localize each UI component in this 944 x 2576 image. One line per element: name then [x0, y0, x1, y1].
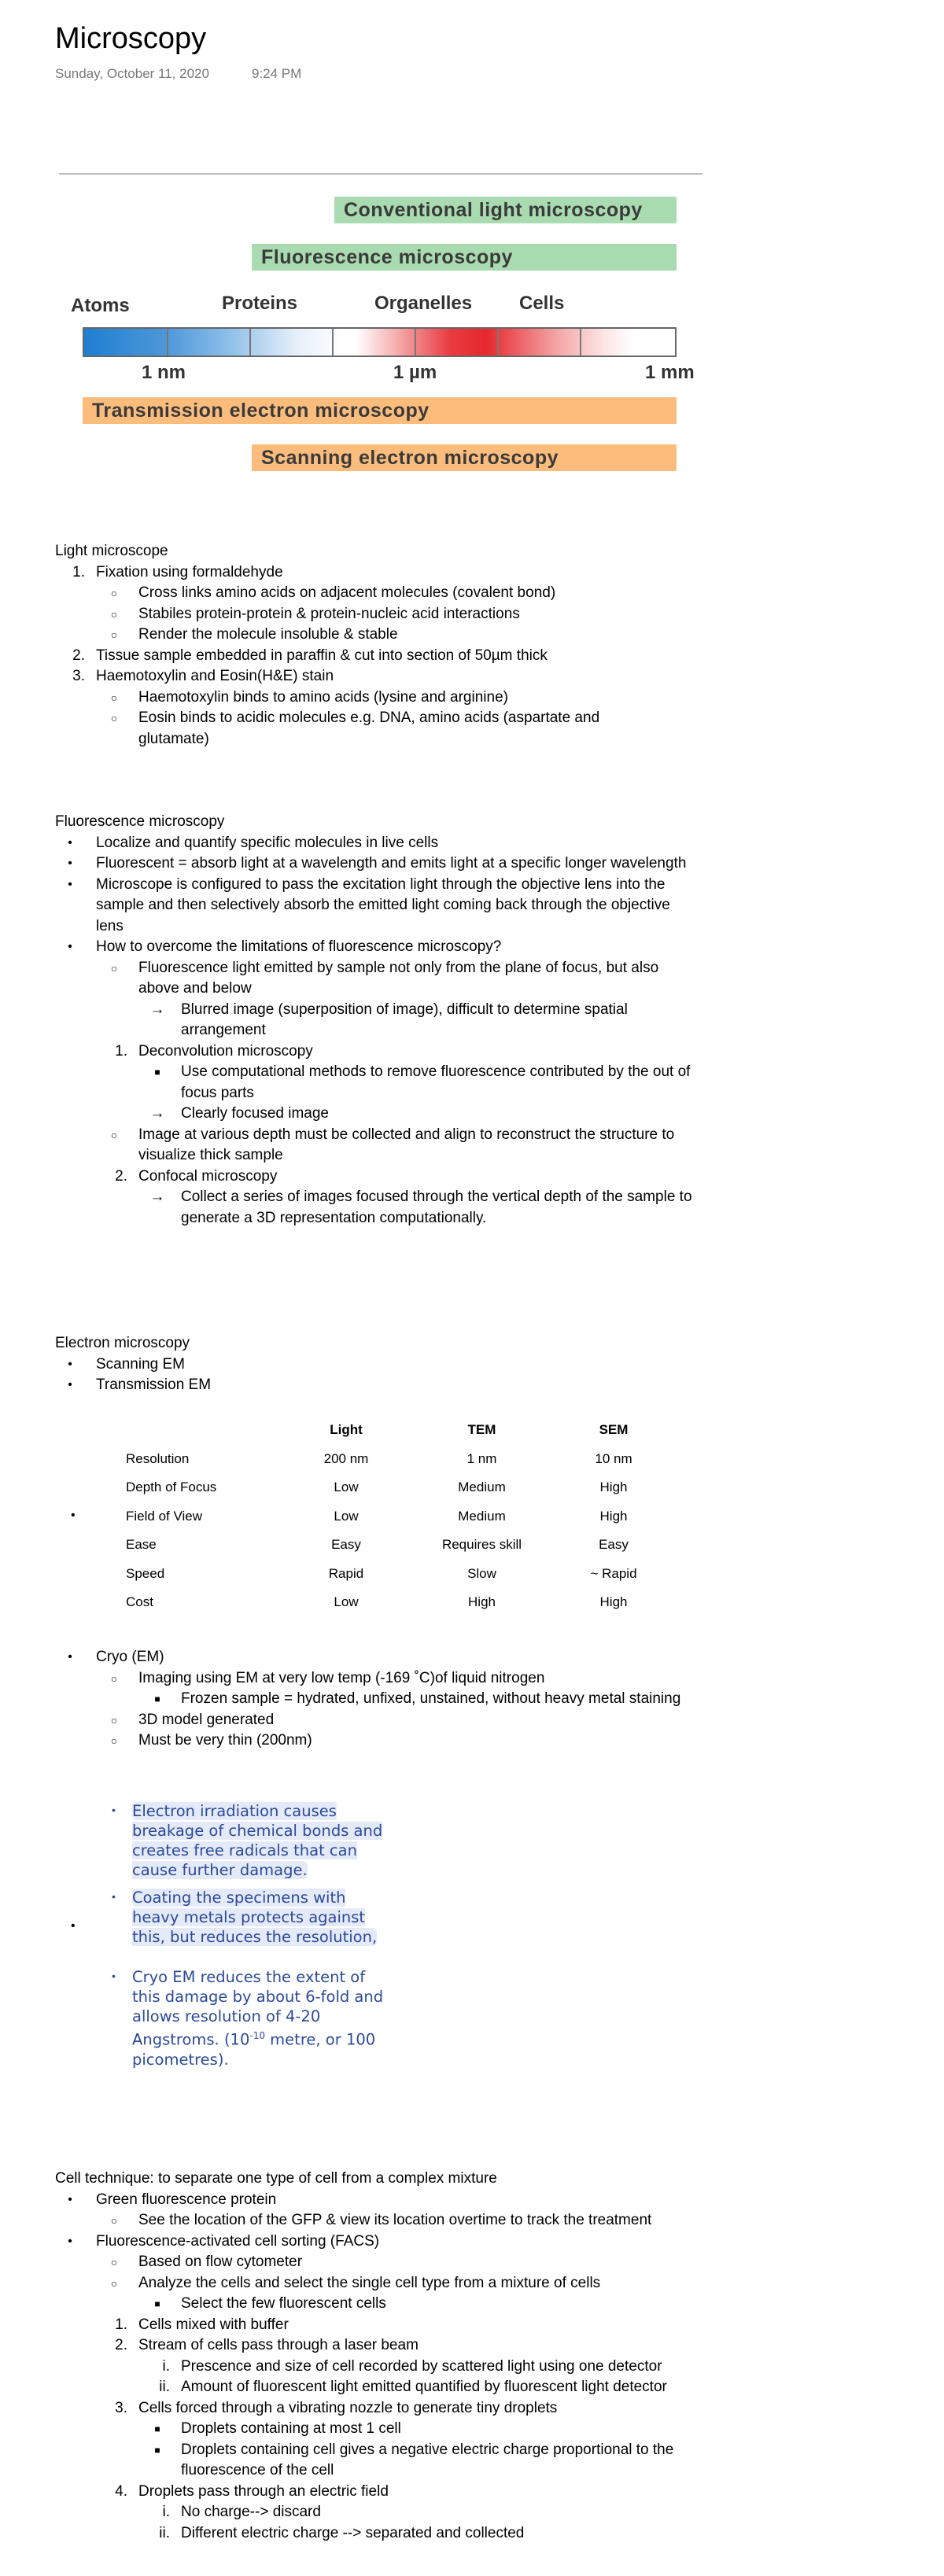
band-fluorescence: Fluorescence microscopy [252, 244, 677, 271]
table-row: Field of View Low Medium High [126, 1508, 628, 1524]
list-item: ○ Imaging using EM at very low temp (-169 ˚C)of liquid nitrogen [110, 1669, 545, 1686]
label-1um: 1 µm [393, 362, 437, 383]
list-item: 2. Stream of cells pass through a laser beam [115, 2337, 419, 2353]
size-scale-bar [83, 327, 677, 357]
table-bullet: • [71, 1509, 76, 1522]
list-item: • How to overcome the limitations of fluorescence microscopy? [68, 938, 502, 955]
list-item: ii. Amount of fluorescent light emitted quantified by fluorescent light detector [159, 2379, 667, 2395]
section-heading: Light microscope [55, 543, 168, 559]
page-title: Microscopy [55, 22, 207, 55]
list-item: ○ Render the molecule insoluble & stable [110, 626, 398, 643]
note-bullet: • [112, 1804, 116, 1816]
handwritten-note: Coating the specimens with heavy metals protects against this, but reduces the resolution, [132, 1889, 378, 1946]
table-row: Depth of Focus Low Medium High [126, 1480, 628, 1495]
list-item: 1. Cells mixed with buffer [115, 2316, 289, 2333]
list-item: 2. Confocal microscopy [115, 1167, 278, 1185]
table-row: Ease Easy Requires skill Easy [126, 1537, 629, 1553]
label-cells: Cells [519, 293, 565, 314]
list-item: ○ Haemotoxylin binds to amino acids (lysine and arginine) [110, 688, 508, 706]
list-item: → Blurred image (superposition of image), difficult to determine spatial arrangement [149, 1001, 628, 1038]
list-item: 3. Haemotoxylin and Eosin(H&E) stain [72, 668, 334, 684]
scale-tick [167, 329, 168, 356]
list-item: • Localize and quantify specific molecules in live cells [68, 834, 439, 851]
list-item: ○ Analyze the cells and select the single cell type from a mixture of cells [110, 2274, 601, 2291]
section-heading: Cell technique: to separate one type of cell from a complex mixture [55, 2170, 497, 2187]
list-item: ○ Fluorescence light emitted by sample not only from the plane of focus, but also above and below [110, 959, 659, 997]
list-item: • Cryo (EM) [68, 1649, 164, 1665]
list-item: ○ 3D model generated [110, 1711, 275, 1728]
cell-technique-section [55, 2169, 700, 2544]
scale-tick [332, 329, 334, 356]
list-item: ii. Different electric charge --> separated and collected [159, 2524, 525, 2541]
em-comparison-table [126, 1416, 669, 1617]
scale-tick [249, 329, 251, 356]
table-header-row: Light TEM SEM [330, 1422, 629, 1438]
list-item: ■ Droplets containing at most 1 cell [154, 2420, 401, 2437]
label-proteins: Proteins [222, 293, 298, 314]
list-item: ○ Must be very thin (200nm) [110, 1732, 312, 1749]
handwritten-note: Cryo EM reduces the extent of this damage by about 6-fold and allows resolution of 4-20 Angstroms. ($10^{-10}$ metre, or 100 picometres). [132, 1968, 384, 2069]
table-row: Speed Rapid Slow ~ Rapid [126, 1565, 637, 1581]
scale-tick [580, 329, 581, 356]
band-scanning-em: Scanning electron microscopy [252, 444, 677, 471]
list-item: • Fluorescence-activated cell sorting (FACS) [68, 2232, 380, 2250]
label-1mm: 1 mm [645, 362, 695, 383]
page-date: Sunday, October 11, 2020 [55, 66, 209, 81]
list-item: 4. Droplets pass through an electric field [115, 2482, 389, 2500]
list-item: 1. Deconvolution microscopy [115, 1042, 313, 1060]
band-transmission-em: Transmission electron microscopy [83, 397, 677, 424]
handwritten-note: Electron irradiation causes breakage of chemical bonds and creates free radicals that can cause further damage. [132, 1802, 383, 1879]
list-item: ■ Select the few fluorescent cells [154, 2295, 386, 2312]
scale-tick [415, 329, 416, 356]
cryo-em-section [55, 1647, 732, 1752]
label-atoms: Atoms [71, 295, 130, 316]
list-item: ○ Cross links amino acids on adjacent molecules (covalent bond) [110, 584, 556, 601]
section-heading: Electron microscopy [55, 1335, 190, 1351]
microscopy-spectrum-figure [55, 165, 708, 503]
note-bullet: • [112, 1970, 116, 1982]
label-organelles: Organelles [374, 293, 473, 314]
section-heading: Fluorescence microscopy [55, 813, 225, 830]
list-item: i. Prescence and size of cell recorded by scattered light using one detector [162, 2357, 662, 2375]
note-bullet: • [112, 1890, 116, 1903]
page-time: 9:24 PM [252, 66, 302, 81]
list-item: • Transmission EM [68, 1376, 212, 1393]
list-item: • Green fluorescence protein [68, 2191, 277, 2208]
list-item: ○ See the location of the GFP & view its location overtime to track the treatment [110, 2212, 652, 2228]
table-row: Resolution 200 nm 1 nm 10 nm [126, 1450, 632, 1466]
scale-tick [497, 329, 499, 356]
list-item: → Clearly focused image [149, 1105, 329, 1122]
list-item: ○ Eosin binds to acidic molecules e.g. DNA, amino acids (aspartate and glutamate) [110, 709, 600, 747]
list-item: • Microscope is configured to pass the excitation light through the objective lens into the sample and then selectively absorb the emitted light coming back through the objective lens [68, 875, 670, 934]
band-conventional-light: Conventional light microscopy [334, 197, 677, 223]
list-item: ○ Stabiles protein-protein & protein-nucleic acid interactions [110, 605, 520, 622]
list-item: • Fluorescent = absorb light at a wavelength and emits light at a specific longer wavelength [68, 855, 687, 872]
list-item: ■ Frozen sample = hydrated, unfixed, unstained, without heavy metal staining [154, 1690, 681, 1707]
list-item: i. No charge--> discard [162, 2504, 321, 2520]
fluorescence-section [55, 812, 700, 1229]
label-1nm: 1 nm [142, 362, 186, 383]
list-item: 2. Tissue sample embedded in paraffin & cut into section of 50µm thick [72, 647, 548, 664]
list-item: ■ Use computational methods to remove fluorescence contributed by the out of focus parts [154, 1063, 691, 1101]
electron-section [55, 1333, 211, 1396]
list-item: ○ Based on flow cytometer [110, 2254, 303, 2270]
light-microscope-section [55, 541, 673, 750]
list-item: ■ Droplets containing cell gives a negative electric charge proportional to the fluorescence of the cell [154, 2441, 674, 2478]
figure-top-rule [59, 173, 702, 175]
list-item: 3. Cells forced through a vibrating nozzle to generate tiny droplets [115, 2399, 558, 2416]
table-row: Cost Low High High [126, 1594, 628, 1610]
notes-bullet: • [71, 1919, 76, 1933]
list-item: ○ Image at various depth must be collected and align to reconstruct the structure to visualize thick sample [110, 1126, 675, 1163]
list-item: → Collect a series of images focused through the vertical depth of the sample to generate a 3D representation computationally. [149, 1188, 692, 1226]
list-item: • Scanning EM [68, 1355, 186, 1373]
list-item: 1. Fixation using formaldehyde [72, 563, 283, 580]
